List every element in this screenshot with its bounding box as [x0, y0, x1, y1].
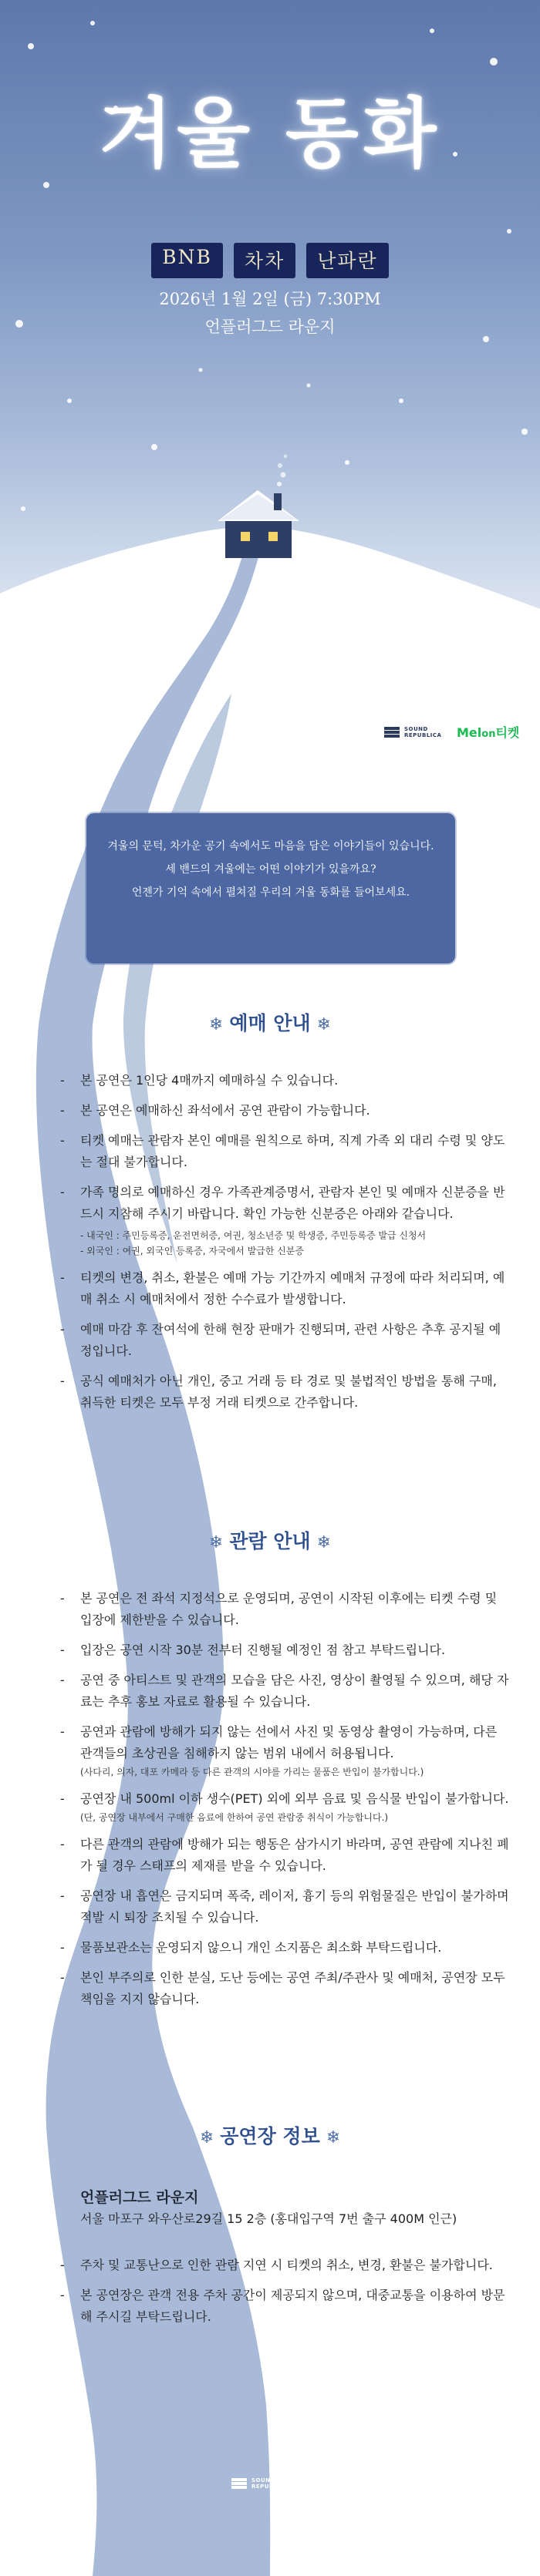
list-item-text: 가족 명의로 예매하신 경우 가족관계증명서, 관람자 본인 및 예매자 신분증을 반드시 지참해 주시기 바랍니다. 확인 가능한 신분증은 아래와 같습니다.	[80, 1185, 505, 1221]
melon-on: on	[481, 728, 496, 740]
band-tag: 차차	[234, 243, 295, 278]
snowflake-icon: ❄	[326, 2128, 341, 2147]
sponsor-logos-top	[384, 723, 519, 741]
sound-republica-logo	[231, 2477, 289, 2490]
melon-prefix: Mel	[457, 725, 482, 740]
snowflake-icon: ❄	[199, 2128, 214, 2147]
venue-section-title	[0, 2121, 540, 2149]
item-note: (사다리, 의자, 대포 카메라 등 다른 관객의 시야를 가리는 물품은 반입이 불가합니다.)	[80, 1767, 424, 1777]
sound-republica-icon	[384, 727, 400, 738]
list-item	[56, 1721, 509, 1780]
event-date: 2026년 1월 2일 (금) 7:30PM	[159, 290, 381, 308]
list-item-text: 공연장 내 500ml 이하 생수(PET) 외에 외부 음료 및 음식물 반입이 불가합니다.	[80, 1791, 509, 1806]
viewing-section-title	[0, 1526, 540, 1554]
section-title-text: 관람 안내	[229, 1530, 311, 1552]
list-item: - 티켓의 변경, 취소, 환불은 예매 가능 기간까지 예매처 규정에 따라 처리되며, 예매 취소 시 예매처에서 정한 수수료가 발생합니다.	[56, 1267, 509, 1310]
sound-republica-logo	[384, 725, 442, 738]
list-item: - 본 공연장은 관객 전용 주차 공간이 제공되지 않으며, 대중교통을 이용하여 방문해 주시길 부탁드립니다.	[56, 2285, 509, 2328]
list-item-text: 공연과 관람에 방해가 되지 않는 선에서 사진 및 동영상 촬영이 가능하며, 다른 관객들의 초상권을 침해하지 않는 범위 내에서 허용됩니다.	[80, 1724, 498, 1760]
melon-ticket-logo	[304, 2474, 366, 2492]
sound-republica-label: SOUND REPUBLICA	[404, 725, 442, 738]
intro-box	[86, 813, 455, 963]
list-item: - 본 공연은 전 좌석 지정석으로 운영되며, 공연이 시작된 이후에는 티켓 수령 및 입장에 제한받을 수 있습니다.	[56, 1588, 509, 1631]
list-item: - 티켓 예매는 관람자 본인 예매를 원칙으로 하며, 직계 가족 외 대리 수령 및 양도는 절대 불가합니다.	[56, 1130, 509, 1173]
viewing-notes-list	[56, 1588, 509, 2019]
list-item	[56, 1788, 509, 1825]
intro-line: 언젠가 기억 속에서 펼쳐질 우리의 겨울 동화를 들어보세요.	[131, 886, 410, 899]
melon-ticket: 티켓	[495, 725, 520, 740]
booking-notes-list	[56, 1070, 509, 1422]
snowflake-icon: ❄	[316, 1533, 332, 1552]
list-item: - 본 공연은 예매하신 좌석에서 공연 관람이 가능합니다.	[56, 1100, 509, 1122]
melon-prefix: Mel	[304, 2477, 329, 2491]
intro-line: 세 밴드의 겨울에는 어떤 이야기가 있을까요?	[165, 863, 376, 876]
booking-section-title	[0, 1008, 540, 1036]
melon-ticket-logo	[457, 723, 519, 741]
intro-line: 겨울의 문턱, 차가운 공기 속에서도 마음을 담은 이야기들이 있습니다.	[107, 840, 434, 853]
list-item: - 다른 관객의 관람에 방해가 되는 행동은 삼가시기 바라며, 공연 관람에 지나친 폐가 될 경우 스태프의 제재를 받을 수 있습니다.	[56, 1834, 509, 1877]
list-item: - 물품보관소는 운영되지 않으니 개인 소지품은 최소화 부탁드립니다.	[56, 1937, 509, 1959]
section-title-text: 예매 안내	[229, 1012, 311, 1034]
melon-on: on	[329, 2480, 343, 2491]
snowflake-icon: ❄	[316, 1015, 332, 1034]
cabin-house	[218, 455, 299, 559]
sponsor-logos-bottom	[231, 2474, 366, 2492]
list-item	[56, 1182, 509, 1259]
melon-ticket: 티켓	[343, 2477, 367, 2491]
list-item: - 예매 마감 후 잔여석에 한해 현장 판매가 진행되며, 관련 사항은 추후 공지될 예정입니다.	[56, 1319, 509, 1362]
section-title-text: 공연장 정보	[220, 2125, 320, 2147]
snowflake-icon: ❄	[208, 1533, 224, 1552]
snowflake-icon: ❄	[208, 1015, 224, 1034]
poster-title: 겨울 동화	[99, 90, 441, 178]
band-tag: 난파란	[306, 243, 388, 278]
list-item: - 입장은 공연 시작 30분 전부터 진행될 예정인 점 참고 부탁드립니다.	[56, 1639, 509, 1661]
list-item: - 공연 중 아티스트 및 관객의 모습을 담은 사진, 영상이 촬영될 수 있으며, 해당 자료는 추후 홍보 자료로 활용될 수 있습니다.	[56, 1670, 509, 1713]
event-venue: 언플러그드 라운지	[204, 318, 336, 336]
sound-republica-label: SOUND REPUBLICA	[251, 2477, 289, 2490]
band-tag: BNB	[151, 243, 223, 278]
venue-name: 언플러그드 라운지	[80, 2189, 199, 2206]
list-item: - 주차 및 교통난으로 인한 관람 지연 시 티켓의 취소, 변경, 환불은 불가합니다.	[56, 2255, 509, 2276]
sound-republica-icon	[231, 2478, 247, 2489]
list-item: - 본인 부주의로 인한 분실, 도난 등에는 공연 주최/주관사 및 예매처, 공연장 모두 책임을 지지 않습니다.	[56, 1967, 509, 2010]
list-item: - 공연장 내 흡연은 금지되며 폭죽, 레이저, 흉기 등의 위험물질은 반입이 불가하며 적발 시 퇴장 조치될 수 있습니다.	[56, 1885, 509, 1929]
id-note: - 내국인 : 주민등록증, 운전면허증, 여권, 청소년증 및 학생증, 주민등록증 발급 신청서	[80, 1230, 427, 1241]
list-item: - 공식 예매처가 아닌 개인, 중고 거래 등 타 경로 및 불법적인 방법을 통해 구매, 취득한 티켓은 모두 부정 거래 티켓으로 간주합니다.	[56, 1370, 509, 1414]
venue-notes-list	[56, 2255, 509, 2336]
band-lineup	[0, 243, 540, 278]
id-note: - 외국인 : 여권, 외국인 등록증, 자국에서 발급한 신분증	[80, 1246, 304, 1256]
item-note: (단, 공연장 내부에서 구매한 음료에 한하여 공연 관람중 취식이 가능합니다.)	[80, 1812, 389, 1823]
venue-address: 서울 마포구 와우산로29길 15 2층 (홍대입구역 7번 출구 400M 인근)	[80, 2211, 457, 2226]
list-item: - 본 공연은 1인당 4매까지 예매하실 수 있습니다.	[56, 1070, 509, 1091]
